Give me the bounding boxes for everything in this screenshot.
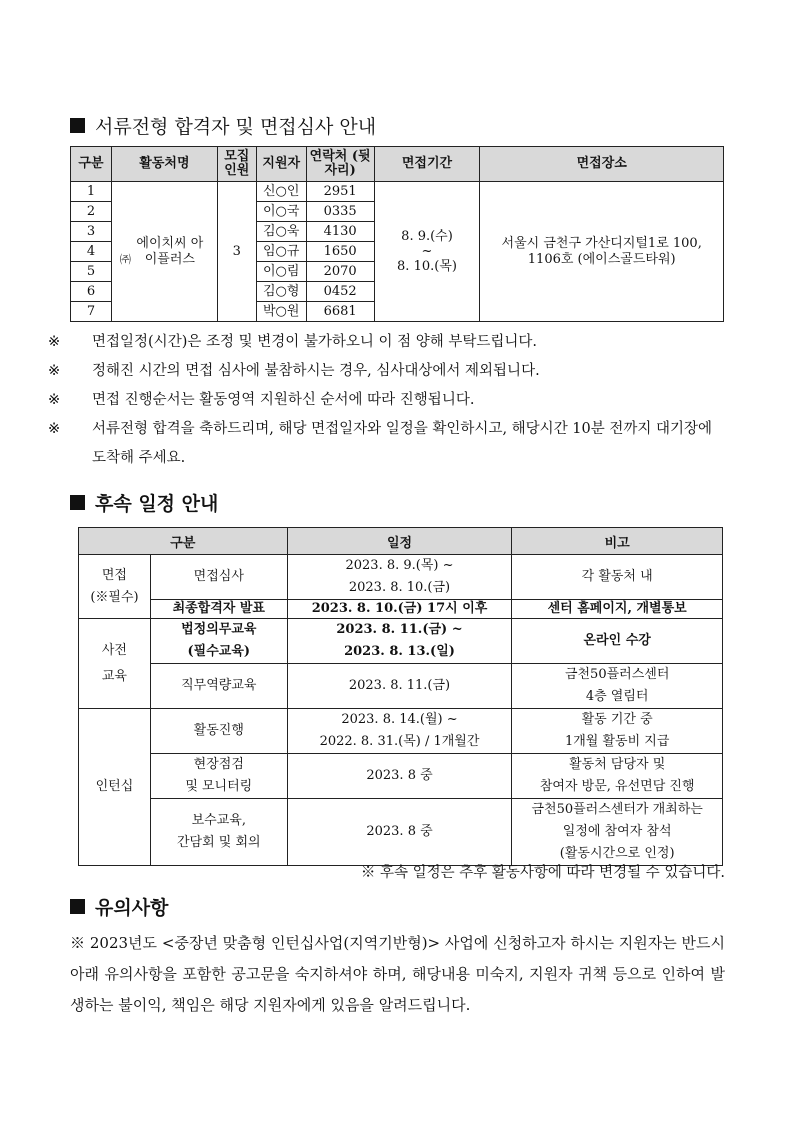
note-mark: ※ bbox=[48, 334, 61, 350]
row-number: 7 bbox=[71, 302, 112, 322]
note-mark: ※ bbox=[48, 421, 61, 437]
group-label: 사전 bbox=[101, 642, 127, 658]
note-item bbox=[48, 415, 725, 473]
group-label: 면접 bbox=[101, 567, 127, 583]
row-number: 4 bbox=[71, 242, 112, 262]
section-title-text: 후속 일정 안내 bbox=[95, 493, 219, 515]
date-cell: 2023. 8. 10.(금) 17시 이후 bbox=[287, 600, 512, 619]
table-row bbox=[79, 619, 723, 664]
note-line: 활동처 담당자 및 bbox=[569, 757, 666, 772]
interview-location bbox=[480, 182, 724, 322]
note-text: 면접일정(시간)은 조정 및 변경이 불가하오니 이 점 양해 부탁드립니다. bbox=[92, 334, 537, 350]
caution-paragraph: ※ 2023년도 <중장년 맞춤형 인턴십사업(지역기반형)> 사업에 신청하고자 하시는 지원자는 반드시 아래 유의사항을 포함한 공고문을 숙지하셔야 하며, 해당내용 미숙지, 지원자 귀책 등으로 인하여 발생하는 불이익, 책임은 해당 지원자에게 있음을 알려드립니다. bbox=[70, 934, 725, 1014]
applicant-name: 박○원 bbox=[256, 302, 306, 322]
item-cell bbox=[150, 799, 287, 866]
note-cell: 센터 홈페이지, 개별통보 bbox=[512, 600, 723, 619]
phone-tail: 0335 bbox=[306, 202, 374, 222]
period-start: 8. 9.(수) bbox=[401, 229, 453, 244]
group-cell bbox=[79, 555, 151, 619]
table-header-row bbox=[79, 528, 723, 555]
col-header: 모집 인원 bbox=[217, 147, 256, 182]
col-header: 면접장소 bbox=[480, 147, 724, 182]
applicant-name: 임○규 bbox=[256, 242, 306, 262]
date-cell: 2023. 8 중 bbox=[287, 799, 512, 866]
org-name-cell bbox=[111, 182, 217, 322]
note-line: 참여자 방문, 유선면담 진행 bbox=[539, 779, 695, 794]
note-text: 면접 진행순서는 활동영역 지원하신 순서에 따라 진행됩니다. bbox=[92, 392, 475, 408]
schedule-table bbox=[78, 527, 723, 866]
date-cell bbox=[287, 709, 512, 754]
note-cell bbox=[512, 664, 723, 709]
note-cell bbox=[512, 754, 723, 799]
period-end: 8. 10.(목) bbox=[397, 259, 457, 274]
square-bullet-icon bbox=[70, 899, 85, 914]
row-number: 2 bbox=[71, 202, 112, 222]
note-line: 4층 열림터 bbox=[585, 689, 649, 704]
date-cell bbox=[287, 555, 512, 600]
group-cell bbox=[79, 619, 151, 709]
table-row bbox=[79, 754, 723, 799]
item-line: (필수교육) bbox=[187, 644, 251, 659]
table-row bbox=[79, 709, 723, 754]
note-line: 일정에 참여자 참석 bbox=[562, 824, 672, 839]
item-line: 간담회 및 회의 bbox=[176, 835, 261, 850]
row-number: 5 bbox=[71, 262, 112, 282]
date-line: 2023. 8. 9.(목) ~ bbox=[345, 558, 454, 573]
square-bullet-icon bbox=[70, 118, 85, 133]
item-line: 법정의무교육 bbox=[181, 622, 257, 637]
date-line: 2023. 8. 13.(일) bbox=[344, 644, 455, 659]
col-header: 연락처 (뒷자리) bbox=[306, 147, 374, 182]
applicant-name: 이○림 bbox=[256, 262, 306, 282]
phone-tail: 6681 bbox=[306, 302, 374, 322]
table-row bbox=[79, 664, 723, 709]
schedule-footnote: ※ 후속 일정은 추후 활동사항에 따라 변경될 수 있습니다. bbox=[360, 865, 725, 881]
phone-tail: 4130 bbox=[306, 222, 374, 242]
note-item bbox=[48, 328, 725, 357]
note-text: 정해진 시간의 면접 심사에 불참하시는 경우, 심사대상에서 제외됩니다. bbox=[92, 363, 540, 379]
table-row bbox=[79, 555, 723, 600]
col-header: 구분 bbox=[71, 147, 112, 182]
group-sub-label: (※필수) bbox=[90, 589, 139, 605]
item-cell bbox=[150, 754, 287, 799]
item-cell: 최종합격자 발표 bbox=[150, 600, 287, 619]
phone-tail: 1650 bbox=[306, 242, 374, 262]
company-mark: ㈜ bbox=[119, 252, 131, 266]
location-text: 서울시 금천구 가산디지털1로 100, 1106호 (에이스골드타워) bbox=[501, 235, 702, 267]
date-line: 2023. 8. 11.(금) ~ bbox=[336, 622, 463, 637]
note-line: 1개월 활동비 지급 bbox=[564, 734, 670, 749]
table-row bbox=[79, 600, 723, 619]
date-line: 2022. 8. 31.(목) / 1개월간 bbox=[319, 734, 480, 749]
item-cell: 면접심사 bbox=[150, 555, 287, 600]
applicant-name: 신○인 bbox=[256, 182, 306, 202]
section-title-screening bbox=[70, 112, 376, 139]
item-cell: 직무역량교육 bbox=[150, 664, 287, 709]
date-cell: 2023. 8 중 bbox=[287, 754, 512, 799]
period-tilde: ~ bbox=[421, 244, 433, 259]
org-name: 에이치씨 아이플러스 bbox=[136, 235, 204, 267]
section-title-text: 유의사항 bbox=[95, 897, 169, 919]
section-title-schedule bbox=[70, 489, 218, 516]
note-item bbox=[48, 357, 725, 386]
applicant-name: 이○국 bbox=[256, 202, 306, 222]
group-cell: 인턴십 bbox=[79, 709, 151, 866]
square-bullet-icon bbox=[70, 495, 85, 510]
note-cell: 온라인 수강 bbox=[512, 619, 723, 664]
item-line: 현장점검 bbox=[193, 757, 244, 772]
notes-block bbox=[48, 328, 725, 473]
date-line: 2023. 8. 10.(금) bbox=[348, 580, 451, 595]
table-row bbox=[79, 799, 723, 866]
col-header: 일정 bbox=[287, 528, 512, 555]
note-cell: 각 활동처 내 bbox=[512, 555, 723, 600]
note-mark: ※ bbox=[48, 392, 61, 408]
col-header: 활동처명 bbox=[111, 147, 217, 182]
section-title-caution bbox=[70, 893, 168, 920]
note-line: 금천50플러스센터 bbox=[564, 667, 670, 682]
item-line: 및 모니터링 bbox=[185, 779, 253, 794]
note-text: 서류전형 합격을 축하드리며, 해당 면접일자와 일정을 확인하시고, 해당시간 10분 전까지 대기장에 도착해 주세요. bbox=[92, 421, 713, 466]
row-number: 6 bbox=[71, 282, 112, 302]
date-line: 2023. 8. 14.(월) ~ bbox=[341, 712, 458, 727]
note-mark: ※ bbox=[48, 363, 61, 379]
table-header-row bbox=[71, 147, 724, 182]
section-title-text: 서류전형 합격자 및 면접심사 안내 bbox=[95, 116, 377, 138]
note-item bbox=[48, 386, 725, 415]
note-cell bbox=[512, 799, 723, 866]
col-header: 비고 bbox=[512, 528, 723, 555]
applicant-name: 김○욱 bbox=[256, 222, 306, 242]
applicant-name: 김○형 bbox=[256, 282, 306, 302]
screening-result-table bbox=[70, 146, 724, 322]
col-header: 면접기간 bbox=[374, 147, 480, 182]
note-line: 활동 기간 중 bbox=[581, 712, 653, 727]
item-cell bbox=[150, 619, 287, 664]
date-cell: 2023. 8. 11.(금) bbox=[287, 664, 512, 709]
item-line: 보수교육, bbox=[191, 813, 246, 828]
phone-tail: 2951 bbox=[306, 182, 374, 202]
phone-tail: 0452 bbox=[306, 282, 374, 302]
note-line: (활동시간으로 인정) bbox=[559, 846, 675, 861]
phone-tail: 2070 bbox=[306, 262, 374, 282]
row-number: 3 bbox=[71, 222, 112, 242]
recruit-count: 3 bbox=[217, 182, 256, 322]
note-cell bbox=[512, 709, 723, 754]
item-cell: 활동진행 bbox=[150, 709, 287, 754]
group-label: 교육 bbox=[101, 668, 127, 684]
table-row bbox=[71, 182, 724, 202]
col-header: 구분 bbox=[79, 528, 288, 555]
col-header: 지원자 bbox=[256, 147, 306, 182]
date-cell bbox=[287, 619, 512, 664]
interview-period bbox=[374, 182, 480, 322]
note-line: 금천50플러스센터가 개최하는 bbox=[531, 802, 703, 817]
row-number: 1 bbox=[71, 182, 112, 202]
